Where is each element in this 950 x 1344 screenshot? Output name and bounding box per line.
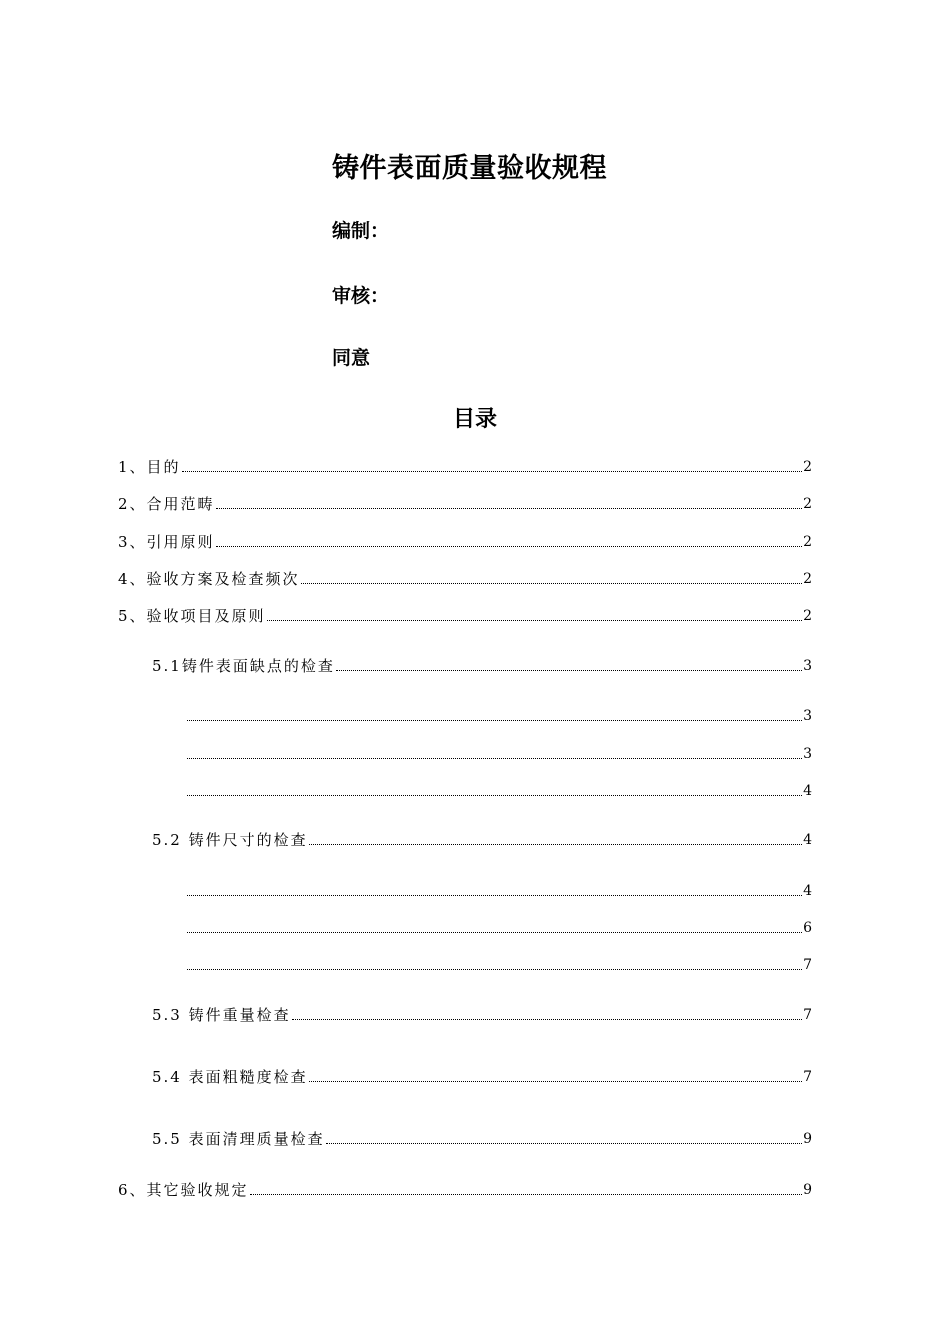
toc-entry-label: 2、合用范畴 bbox=[118, 495, 215, 513]
toc-entry-page: 2 bbox=[803, 608, 812, 624]
toc-entry[interactable] bbox=[152, 655, 812, 675]
toc-leader-dots bbox=[267, 620, 803, 621]
toc-leader-dots bbox=[336, 670, 802, 671]
toc-entry-page: 4 bbox=[803, 883, 812, 899]
toc-entry-label: 5.5 表面清理质量检查 bbox=[152, 1130, 325, 1148]
toc-entry-page: 3 bbox=[803, 708, 812, 724]
toc-entry[interactable] bbox=[152, 1004, 812, 1024]
toc-entry-label: 6、其它验收规定 bbox=[118, 1181, 249, 1199]
toc-leader-dots bbox=[309, 1081, 802, 1082]
toc-leader-dots bbox=[250, 1194, 803, 1195]
toc-entry[interactable] bbox=[186, 743, 812, 763]
toc-leader-dots bbox=[187, 720, 802, 721]
toc-entry-label: 5.2 铸件尺寸的检查 bbox=[152, 831, 308, 849]
toc-entry[interactable] bbox=[186, 880, 812, 900]
toc-entry[interactable] bbox=[118, 1179, 812, 1199]
toc-entry-page: 2 bbox=[803, 571, 812, 587]
toc-entry-page: 7 bbox=[803, 1069, 812, 1085]
toc-entry[interactable] bbox=[152, 829, 812, 849]
toc-entry-label: 5.1铸件表面缺点的检查 bbox=[152, 657, 335, 675]
toc-entry-page: 7 bbox=[803, 1007, 812, 1023]
toc-leader-dots bbox=[187, 758, 802, 759]
toc-entry[interactable] bbox=[152, 1128, 812, 1148]
toc-entry-label: 5、验收项目及原则 bbox=[118, 607, 266, 625]
toc-leader-dots bbox=[326, 1143, 802, 1144]
toc-leader-dots bbox=[187, 795, 802, 796]
toc-entry-page: 9 bbox=[803, 1182, 812, 1198]
toc-entry[interactable] bbox=[186, 705, 812, 725]
signoff-approved-by: 同意 bbox=[332, 347, 371, 369]
toc-leader-dots bbox=[301, 583, 803, 584]
toc-leader-dots bbox=[292, 1019, 802, 1020]
signoff-reviewed-by: 审核： bbox=[332, 285, 390, 307]
toc-entry-label: 5.3 铸件重量检查 bbox=[152, 1006, 291, 1024]
signoff-prepared-by: 编制： bbox=[332, 220, 390, 242]
toc-leader-dots bbox=[187, 932, 802, 933]
toc-leader-dots bbox=[187, 895, 802, 896]
toc-entry-page: 2 bbox=[803, 496, 812, 512]
toc-entry-label: 3、引用原则 bbox=[118, 533, 215, 551]
toc-entry[interactable] bbox=[118, 493, 812, 513]
toc-entry-page: 2 bbox=[803, 534, 812, 550]
toc-leader-dots bbox=[216, 546, 803, 547]
toc-entry[interactable] bbox=[118, 568, 812, 588]
toc-entry[interactable] bbox=[186, 954, 812, 974]
toc-entry[interactable] bbox=[186, 917, 812, 937]
toc-leader-dots bbox=[187, 969, 802, 970]
toc-entry-page: 9 bbox=[803, 1131, 812, 1147]
toc-entry-label: 1、目的 bbox=[118, 458, 181, 476]
toc-entry-page: 3 bbox=[803, 658, 812, 674]
toc-leader-dots bbox=[216, 508, 803, 509]
toc-entry[interactable] bbox=[186, 780, 812, 800]
toc-entry-page: 3 bbox=[803, 746, 812, 762]
toc-entry-page: 4 bbox=[803, 783, 812, 799]
toc-entry-label: 5.4 表面粗糙度检查 bbox=[152, 1068, 308, 1086]
toc-entry-page: 7 bbox=[803, 957, 812, 973]
toc-leader-dots bbox=[309, 844, 802, 845]
toc-leader-dots bbox=[182, 471, 803, 472]
toc-entry-label: 4、验收方案及检查频次 bbox=[118, 570, 300, 588]
toc-entry-page: 6 bbox=[803, 920, 812, 936]
toc-entry-page: 2 bbox=[803, 459, 812, 475]
toc-entry[interactable] bbox=[118, 456, 812, 476]
toc-heading: 目录 bbox=[452, 407, 497, 432]
toc-entry[interactable] bbox=[152, 1066, 812, 1086]
document-title: 铸件表面质量验收规程 bbox=[332, 153, 607, 184]
toc-entry[interactable] bbox=[118, 605, 812, 625]
toc-entry-page: 4 bbox=[803, 832, 812, 848]
toc-entry[interactable] bbox=[118, 531, 812, 551]
